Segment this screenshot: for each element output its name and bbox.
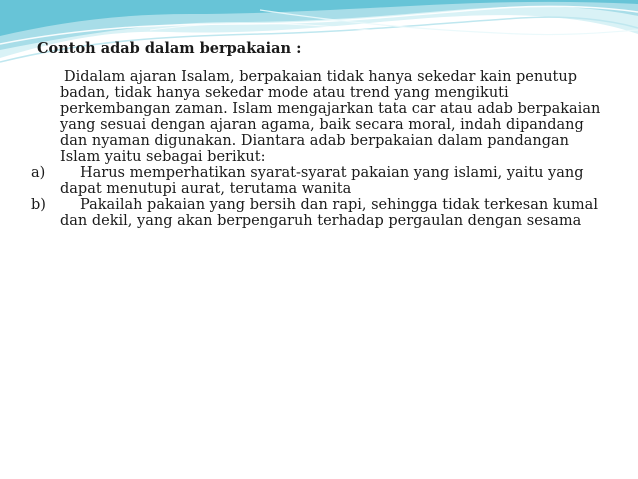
slide-heading: Contoh adab dalam berpakaian : [37, 40, 302, 57]
slide-content [31, 41, 606, 229]
intro-text: Didalam ajaran Isalam, berpakaian tidak hanya sekedar kain penutup badan, tidak hanya sekedar mode atau trend yang mengikuti perkembangan zaman. Islam mengajarkan tata car atau adab berpakaian yang sesuai dengan ajaran agama, baik secara moral, indah dipandang dan nyaman digunakan. Diantara adab berpakaian dalam pandangan Islam yaitu sebagai berikut: [60, 69, 601, 165]
intro-paragraph [60, 69, 606, 165]
list-marker: b) [31, 197, 46, 213]
list-item-text [60, 197, 606, 229]
list-item-text-content: Pakailah pakaian yang bersih dan rapi, sehingga tidak terkesan kumal dan dekil, yang akan berpengaruh terhadap pergaulan dengan sesama [60, 197, 598, 229]
list-item-text-content: Harus memperhatikan syarat-syarat pakaian yang islami, yaitu yang dapat menutupi aurat, terutama wanita [60, 165, 584, 197]
list-item [31, 197, 606, 229]
list-marker: a) [31, 165, 46, 181]
list-item [31, 165, 606, 197]
list-item-text [60, 165, 606, 197]
